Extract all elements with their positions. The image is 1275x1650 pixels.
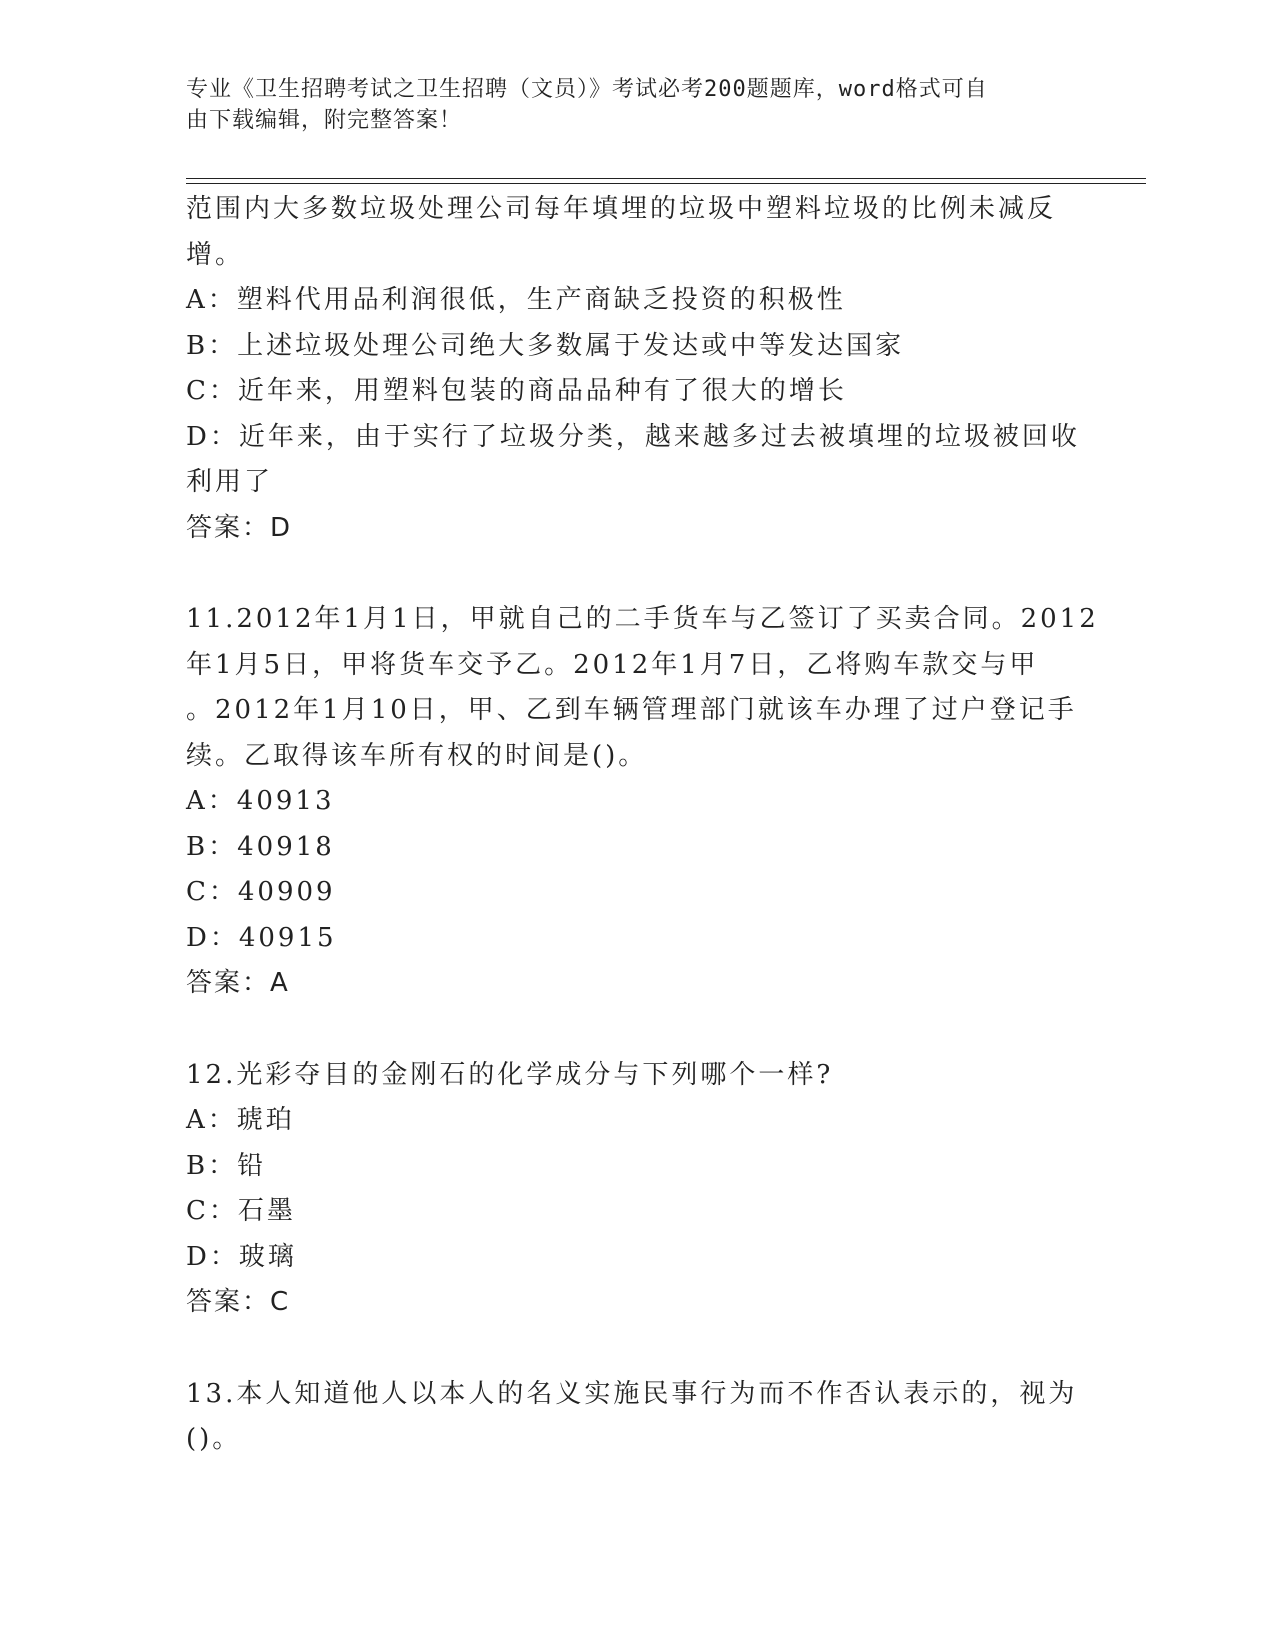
question-12	[186, 1053, 1086, 1326]
answer-label: 答案：A	[186, 968, 290, 998]
option-d: D：玻璃	[186, 1241, 297, 1272]
header-line-2: 由下载编辑，附完整答案！	[186, 108, 463, 133]
option-b: B：铅	[186, 1150, 267, 1181]
question-stem-line: 范围内大多数垃圾处理公司每年填埋的垃圾中塑料垃圾的比例未减反	[186, 194, 1057, 224]
option-c: C：近年来，用塑料包装的商品品种有了很大的增长	[186, 376, 847, 406]
question-11	[186, 597, 1099, 1007]
option-d: D：近年来，由于实行了垃圾分类，越来越多过去被填埋的垃圾被回收	[186, 421, 1080, 452]
question-10	[186, 187, 1086, 551]
question-stem-line: 年1月5日，甲将货车交予乙。2012年1月7日，乙将购车款交与甲	[186, 649, 1039, 680]
header-divider-top	[186, 178, 1146, 179]
question-stem-line: 。2012年1月10日，甲、乙到车辆管理部门就该车办理了过户登记手	[186, 695, 1077, 725]
option-a: A：40913	[186, 786, 335, 816]
answer-label: 答案：C	[186, 1287, 291, 1317]
question-stem-line: 12.光彩夺目的金刚石的化学成分与下列哪个一样?	[186, 1059, 834, 1090]
option-c: C：40909	[186, 877, 336, 907]
question-stem-line: 13.本人知道他人以本人的名义实施民事行为而不作否认表示的，视为	[186, 1378, 1078, 1409]
document-header	[186, 74, 1066, 136]
header-divider-bottom	[186, 183, 1146, 184]
option-a: A：琥珀	[186, 1105, 295, 1135]
option-d-continuation: 利用了	[186, 467, 274, 497]
question-13	[186, 1372, 1086, 1463]
question-stem-line: ()。	[186, 1424, 242, 1454]
option-b: B：上述垃圾处理公司绝大多数属于发达或中等发达国家	[186, 330, 905, 361]
header-line-1: 专业《卫生招聘考试之卫生招聘（文员）》考试必考200题题库，word格式可自	[186, 77, 988, 102]
option-a: A：塑料代用品利润很低，生产商缺乏投资的积极性	[186, 285, 846, 315]
question-spacer	[186, 1326, 1086, 1372]
question-stem-line: 续。乙取得该车所有权的时间是()。	[186, 740, 648, 771]
question-stem-line: 11.2012年1月1日，甲就自己的二手货车与乙签订了买卖合同。2012	[186, 604, 1099, 634]
question-spacer	[186, 1007, 1086, 1053]
option-b: B：40918	[186, 831, 335, 862]
option-d: D：40915	[186, 922, 337, 953]
option-c: C：石墨	[186, 1196, 296, 1226]
answer-label: 答案：D	[186, 512, 293, 543]
question-stem-line: 增。	[186, 239, 245, 270]
question-spacer	[186, 551, 1086, 597]
question-content	[186, 187, 1099, 1463]
